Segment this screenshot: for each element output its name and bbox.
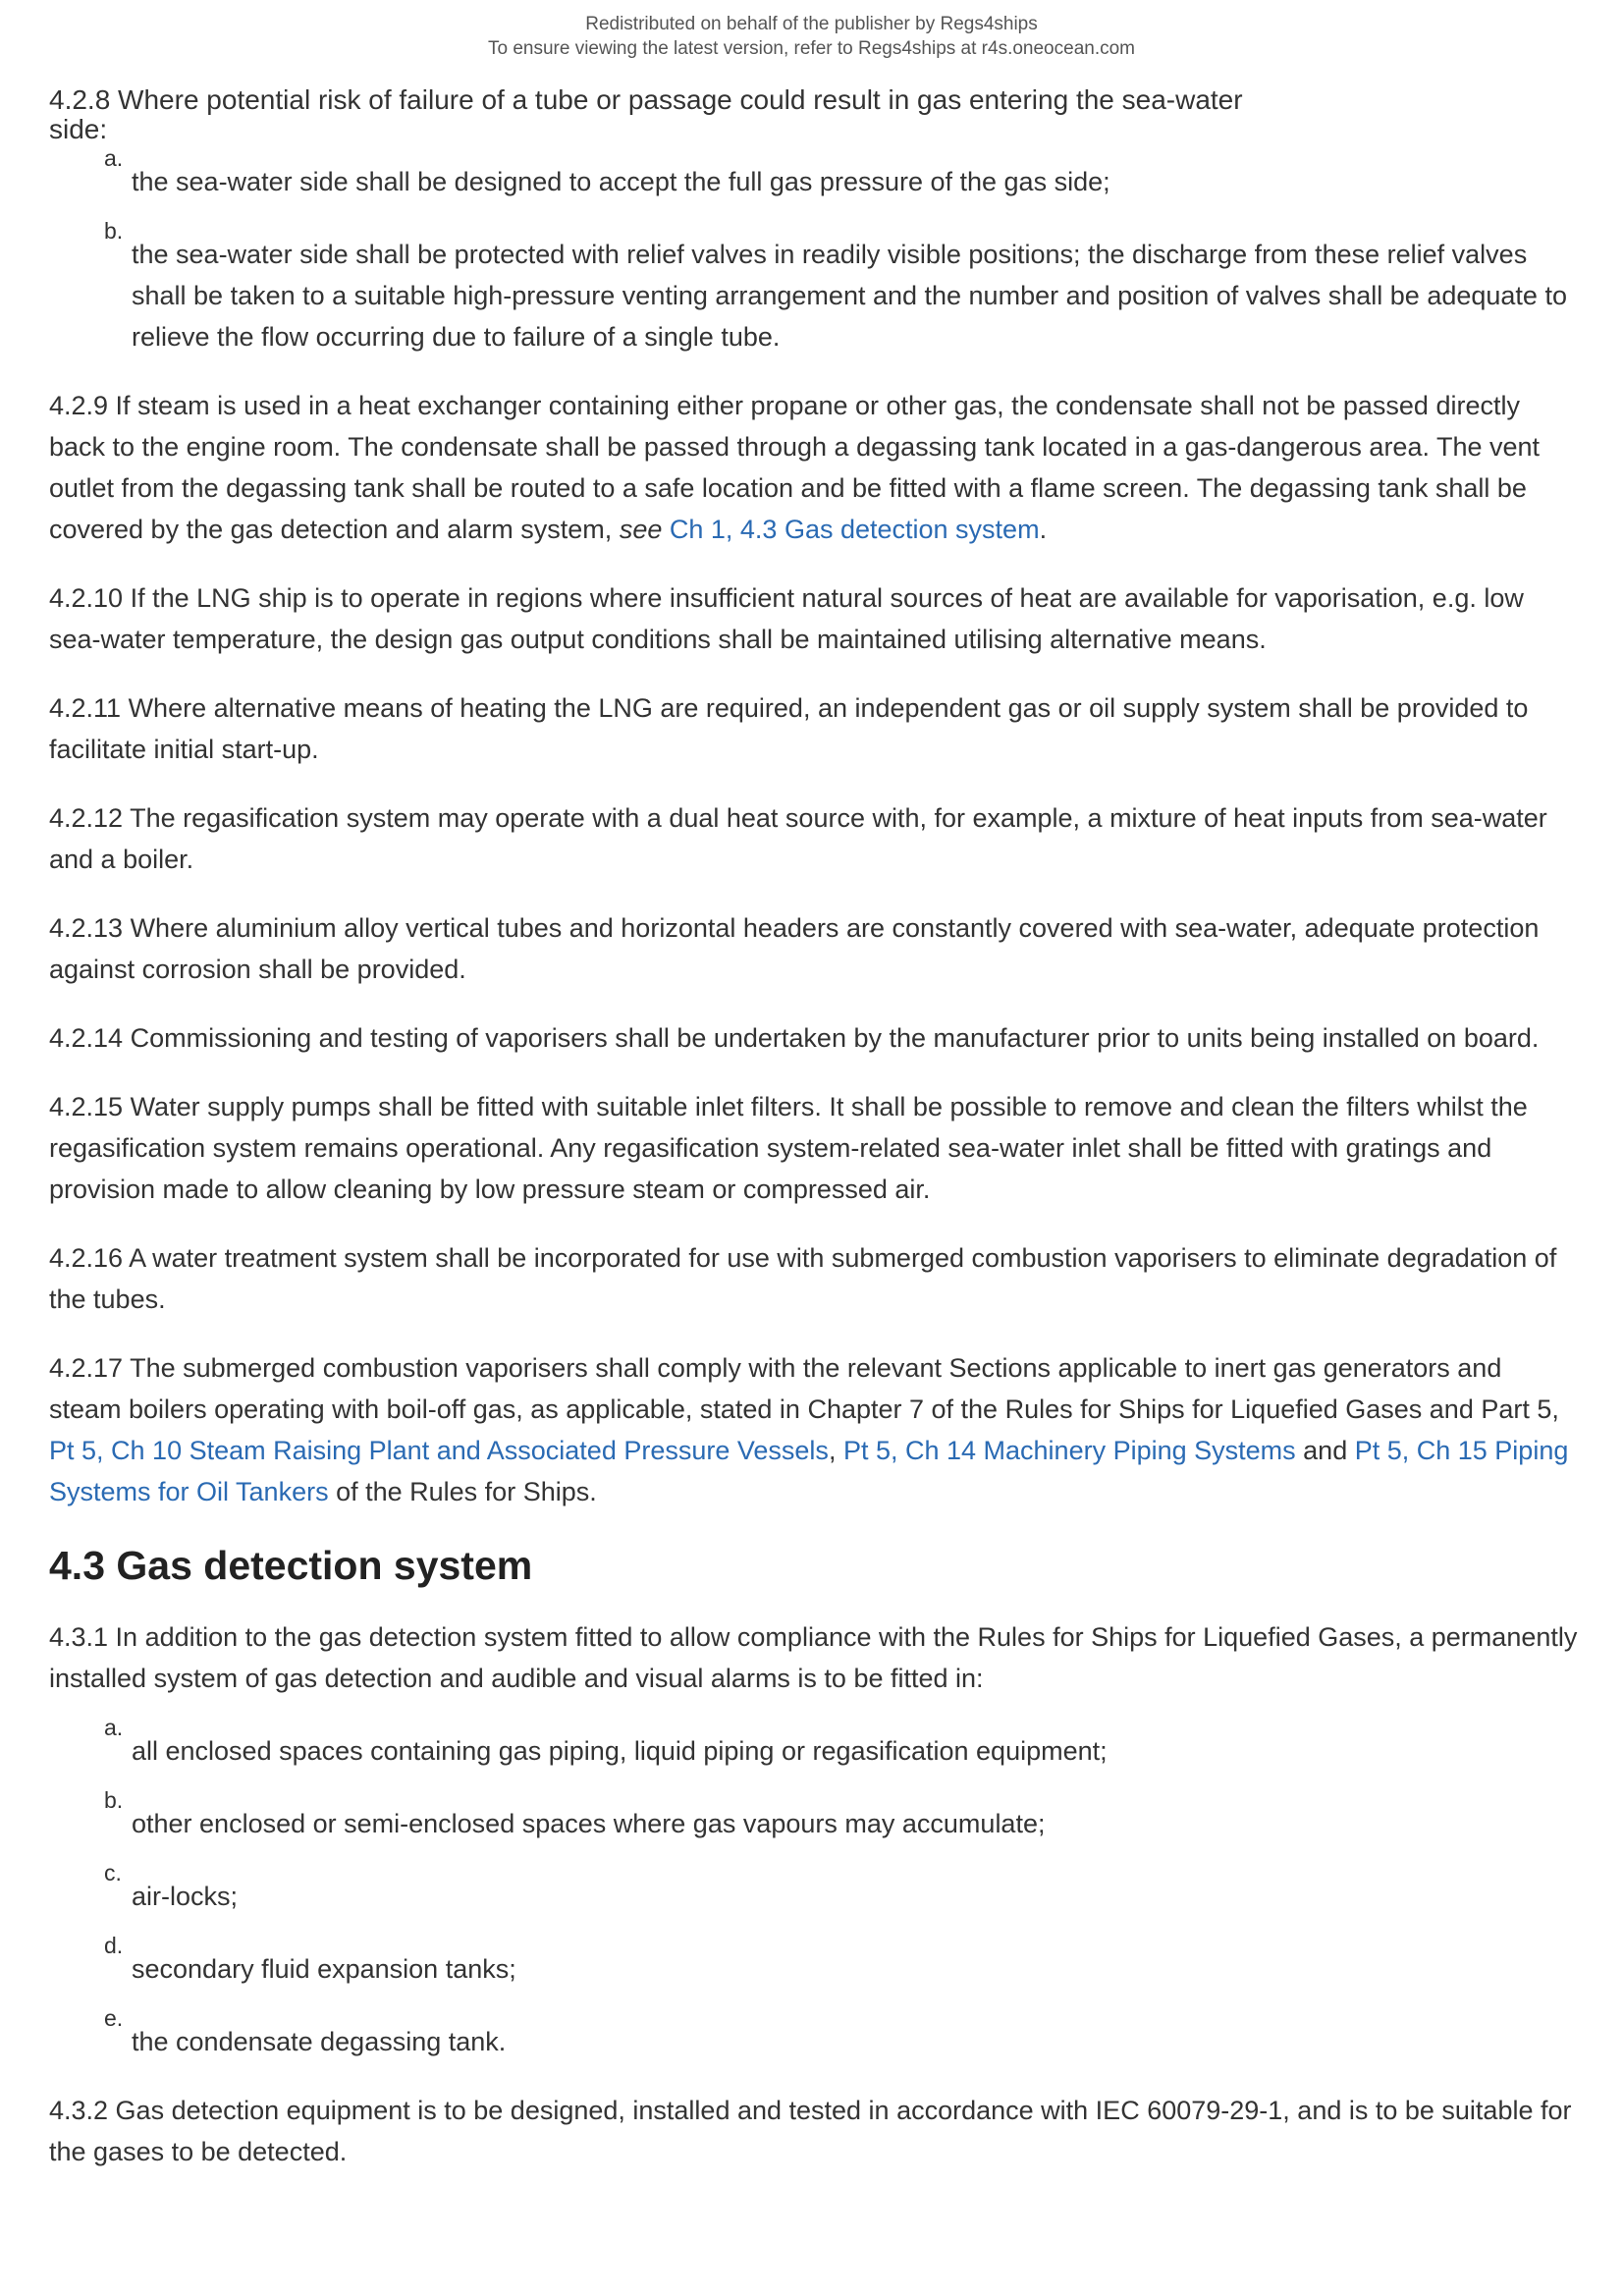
paragraph-4-2-11: 4.2.11 Where alternative means of heating the LNG are required, an independent gas or oil supply system shall be provided to facilitate initial start-up. <box>49 693 1529 764</box>
list-item <box>104 218 1581 357</box>
list-marker: e. <box>104 2005 124 2031</box>
list-marker: b. <box>104 1787 124 1813</box>
link-pt5-ch14[interactable]: Pt 5, Ch 14 Machinery Piping Systems <box>842 1436 1296 1465</box>
list-item <box>104 1787 1581 1844</box>
paragraph-end: . <box>1039 515 1048 544</box>
paragraph-text: 4.2.9 If steam is used in a heat exchanger containing either propane or other gas, the condensate shall not be passed directly back to the engine room. The condensate shall be passed through a degassing tank located in a gas-dangerous area. The vent outlet from the degassing tank shall be routed to a safe location and be fitted with a flame screen. The degassing tank shall be covered by the gas detection and alarm system, <box>49 391 1541 544</box>
paragraph-4-2-15: 4.2.15 Water supply pumps shall be fitted with suitable inlet filters. It shall be possible to remove and clean the filters whilst the regasification system remains operational. Any regasification system-related sea-water inlet shall be fitted with gratings and provision made to allow cleaning by low pressure steam or compressed air. <box>49 1092 1528 1204</box>
list-item-text: the condensate degassing tank. <box>132 2027 507 2056</box>
list-item <box>104 1715 1581 1772</box>
list-marker: c. <box>104 1860 122 1886</box>
paragraph-end: of the Rules for Ships. <box>328 1477 597 1506</box>
list-marker: a. <box>104 145 124 171</box>
list-item <box>104 145 1581 202</box>
link-pt5-ch10[interactable]: Pt 5, Ch 10 Steam Raising Plant and Associated Pressure Vessels <box>49 1436 829 1465</box>
paragraph-4-2-9 <box>49 385 1581 550</box>
paragraph-4-2-10: 4.2.10 If the LNG ship is to operate in regions where insufficient natural sources of heat are available for vaporisation, e.g. low sea-water temperature, the design gas output conditions shall be maintained utilising alternative means. <box>49 583 1524 654</box>
list-item <box>104 1860 1581 1917</box>
list-4-2-8 <box>49 145 1581 357</box>
paragraph-4-2-13: 4.2.13 Where aluminium alloy vertical tubes and horizontal headers are constantly covered with sea-water, adequate protection against corrosion shall be provided. <box>49 913 1540 984</box>
link-ch1-4-3-gas-detection[interactable]: Ch 1, 4.3 Gas detection system <box>669 515 1040 544</box>
list-item-text: secondary fluid expansion tanks; <box>132 1954 516 1984</box>
list-marker: a. <box>104 1715 124 1740</box>
paragraph-4-3-2: 4.3.2 Gas detection equipment is to be designed, installed and tested in accordance with IEC 60079-29-1, and is to be suitable for the gases to be detected. <box>49 2096 1572 2166</box>
paragraph-4-3-1: 4.3.1 In addition to the gas detection system fitted to allow compliance with the Rules for Ships for Liquefied Gases, a permanently installed system of gas detection and audible and visual alarms is to be fitted in: <box>49 1622 1578 1693</box>
separator: and <box>1295 1436 1355 1465</box>
paragraph-4-2-17 <box>49 1347 1581 1512</box>
paragraph-4-2-12: 4.2.12 The regasification system may operate with a dual heat source with, for example, a mixture of heat inputs from sea-water and a boiler. <box>49 803 1547 874</box>
section-heading-4-3: 4.3 Gas detection system <box>49 1543 533 1588</box>
list-item <box>104 1933 1581 1990</box>
paragraph-4-2-16: 4.2.16 A water treatment system shall be incorporated for use with submerged combustion vaporisers to eliminate degradation of the tubes. <box>49 1243 1557 1314</box>
list-marker: b. <box>104 218 124 244</box>
header-line-publisher: Redistributed on behalf of the publisher by Regs4ships <box>585 14 1038 34</box>
list-marker: d. <box>104 1933 124 1958</box>
list-4-3-1 <box>49 1715 1581 2062</box>
list-item-text: other enclosed or semi-enclosed spaces where gas vapours may accumulate; <box>132 1809 1046 1838</box>
paragraph-text: 4.2.17 The submerged combustion vaporisers shall comply with the relevant Sections applicable to inert gas generators and steam boilers operating with boil-off gas, as applicable, stated in Chapter 7 of the Rules for Ships for Liquefied Gases and Part 5, <box>49 1353 1559 1424</box>
redistribution-header <box>0 12 1623 61</box>
see-label: see <box>619 515 663 544</box>
document-body <box>49 145 1581 2200</box>
separator: , <box>828 1436 843 1465</box>
clipped-paragraph-4-2-8 <box>49 84 1276 144</box>
list-item-text: the sea-water side shall be protected with relief valves in readily visible positions; the discharge from these relief valves shall be taken to a suitable high-pressure venting arrangement and the number and position of valves shall be adequate to relieve the flow occurring due to failure of a single tube. <box>132 240 1567 352</box>
clipped-text: 4.2.8 Where potential risk of failure of a tube or passage could result in gas entering the sea-water side: <box>49 84 1243 144</box>
list-item-text: the sea-water side shall be designed to accept the full gas pressure of the gas side; <box>132 167 1110 196</box>
link-pt5-ch15[interactable]: Pt 5, Ch 15 Piping Systems for Oil Tankers <box>49 1436 1569 1506</box>
header-line-latest-version: To ensure viewing the latest version, refer to Regs4ships at r4s.oneocean.com <box>487 38 1136 59</box>
list-item-text: air-locks; <box>132 1882 239 1911</box>
paragraph-4-2-14: 4.2.14 Commissioning and testing of vaporisers shall be undertaken by the manufacturer prior to units being installed on board. <box>49 1023 1540 1053</box>
list-item-text: all enclosed spaces containing gas piping, liquid piping or regasification equipment; <box>132 1736 1108 1766</box>
list-item <box>104 2005 1581 2062</box>
